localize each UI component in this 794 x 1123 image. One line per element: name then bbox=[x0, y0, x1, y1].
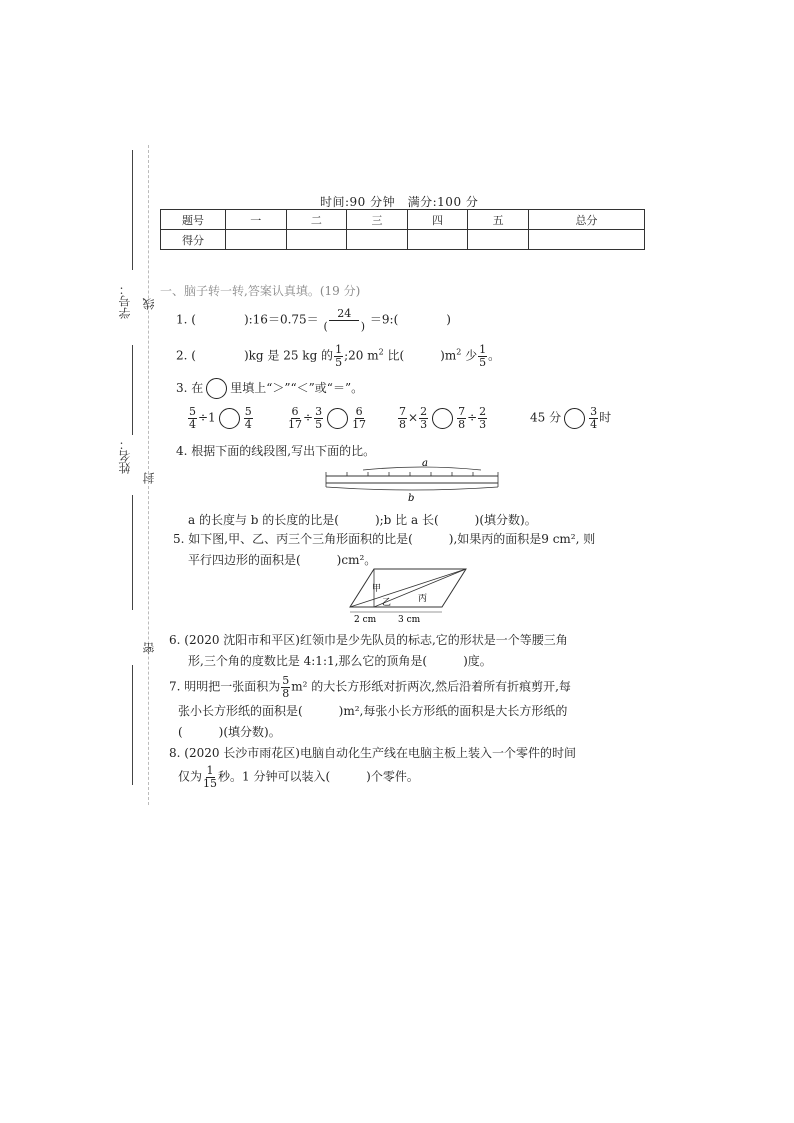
table-row bbox=[161, 210, 645, 230]
denominator: 4 bbox=[590, 417, 598, 431]
denominator: 4 bbox=[244, 417, 252, 431]
question-text: 1. ( ):16＝0.75＝ bbox=[176, 312, 319, 327]
table-cell: 二 bbox=[286, 210, 347, 230]
fraction bbox=[334, 344, 343, 368]
numerator: 24 bbox=[329, 308, 359, 321]
question-8-line-1: 8. (2020 长沙市雨花区)电脑自动化生产线在电脑主板上装入一个零件的时间 bbox=[169, 746, 576, 760]
brace-b bbox=[326, 487, 498, 490]
numerator: 2 bbox=[420, 405, 428, 418]
fraction bbox=[398, 406, 407, 430]
denominator: 3 bbox=[420, 417, 428, 431]
denominator: 5 bbox=[479, 355, 487, 369]
question-8-line-2 bbox=[178, 765, 419, 789]
compare-item-4 bbox=[530, 406, 611, 430]
question-5-line-1: 5. 如下图,甲、乙、丙三个三角形面积的比是( ),如果丙的面积是9 cm², 则 bbox=[173, 532, 596, 546]
binding-label-secret: 密 bbox=[142, 642, 156, 654]
circle-blank bbox=[206, 378, 227, 399]
denominator: 5 bbox=[315, 417, 323, 431]
fraction bbox=[478, 344, 487, 368]
compare-item-2 bbox=[287, 406, 367, 430]
fraction bbox=[478, 406, 487, 430]
fraction bbox=[314, 406, 323, 430]
score-input-cell[interactable] bbox=[286, 230, 347, 250]
fraction bbox=[589, 406, 598, 430]
score-input-cell[interactable] bbox=[226, 230, 287, 250]
denominator: 5 bbox=[335, 355, 343, 369]
numerator: 1 bbox=[206, 764, 214, 777]
numerator: 5 bbox=[244, 405, 252, 418]
table-row bbox=[161, 230, 645, 250]
question-text: 时 bbox=[599, 410, 612, 425]
denominator: 8 bbox=[399, 417, 406, 431]
compare-item-3 bbox=[397, 406, 488, 430]
question-4-answer: a 的长度与 b 的长度的比是( );b 比 a 长( )(填分数)。 bbox=[188, 513, 537, 527]
operator: × bbox=[408, 410, 419, 425]
fraction bbox=[244, 406, 253, 430]
binding-label-student-id: 学号： bbox=[118, 283, 132, 319]
region-label-jia: 甲 bbox=[372, 584, 382, 594]
denominator: 17 bbox=[288, 417, 302, 431]
question-2 bbox=[176, 344, 500, 368]
operator: ÷ bbox=[303, 410, 314, 425]
section-title: 一、脑子转一转,答案认真填。(19 分) bbox=[160, 284, 361, 298]
question-text: 3. 在 bbox=[176, 381, 204, 395]
question-text: 仅为 bbox=[178, 769, 203, 784]
question-text: 里填上“＞”“＜”或“＝”。 bbox=[230, 381, 364, 395]
denominator: ( ) bbox=[323, 319, 366, 333]
question-text: 45 分 bbox=[530, 410, 562, 425]
question-text: 比( )m bbox=[383, 348, 457, 363]
numerator: 6 bbox=[291, 405, 299, 418]
table-cell: 总分 bbox=[528, 210, 644, 230]
table-cell: 一 bbox=[226, 210, 287, 230]
numerator: 3 bbox=[590, 405, 598, 418]
numerator: 1 bbox=[335, 343, 343, 356]
operator: ÷ bbox=[467, 410, 478, 425]
table-cell: 四 bbox=[407, 210, 468, 230]
numerator: 6 bbox=[355, 405, 363, 418]
binding-rule bbox=[132, 345, 133, 435]
numerator: 2 bbox=[479, 405, 487, 418]
question-text: 。 bbox=[488, 348, 501, 363]
numerator: 5 bbox=[282, 674, 290, 687]
compare-circle[interactable] bbox=[327, 408, 348, 429]
dimension-label-2cm: 2 cm bbox=[354, 615, 377, 625]
denominator: 8 bbox=[458, 417, 466, 431]
question-7-line-1 bbox=[169, 675, 571, 699]
fraction bbox=[188, 406, 197, 430]
question-text: m² 的大长方形纸对折两次,然后沿着所有折痕剪开,每 bbox=[291, 679, 571, 694]
fraction bbox=[288, 406, 302, 430]
binding-label-seal: 封 bbox=[142, 472, 156, 484]
question-1 bbox=[176, 308, 451, 332]
superscript: 2 bbox=[378, 347, 384, 357]
score-input-cell[interactable] bbox=[407, 230, 468, 250]
score-input-cell[interactable] bbox=[528, 230, 644, 250]
fraction bbox=[457, 406, 466, 430]
question-4: 4. 根据下面的线段图,写出下面的比。 bbox=[176, 444, 376, 458]
region-label-yi: 乙 bbox=[382, 598, 392, 608]
compare-circle[interactable] bbox=[564, 408, 585, 429]
denominator: 3 bbox=[479, 417, 487, 431]
question-text: 少 bbox=[461, 348, 478, 363]
numerator: 7 bbox=[458, 405, 466, 418]
compare-item-1 bbox=[187, 406, 254, 430]
operator: ÷1 bbox=[198, 410, 216, 425]
numerator: 1 bbox=[479, 343, 487, 356]
question-text: 7. 明明把一张面积为 bbox=[169, 679, 281, 694]
question-5-line-2: 平行四边形的面积是( )cm²。 bbox=[188, 553, 377, 567]
denominator: 8 bbox=[282, 686, 290, 700]
question-6-line-1: 6. (2020 沈阳市和平区)红领巾是少先队员的标志,它的形状是一个等腰三角 bbox=[169, 633, 568, 647]
score-input-cell[interactable] bbox=[347, 230, 408, 250]
score-input-cell[interactable] bbox=[468, 230, 529, 250]
parallelogram-figure bbox=[346, 565, 476, 625]
fraction bbox=[352, 406, 366, 430]
segment-label-b: b bbox=[408, 493, 415, 502]
table-cell: 得分 bbox=[161, 230, 226, 250]
region-label-bing: 丙 bbox=[418, 594, 428, 604]
binding-rule bbox=[132, 665, 133, 785]
superscript: 2 bbox=[456, 347, 462, 357]
question-text: 2. ( )kg 是 25 kg 的 bbox=[176, 348, 334, 363]
question-7-line-3: ( )(填分数)。 bbox=[178, 725, 281, 739]
denominator: 17 bbox=[352, 417, 367, 431]
question-text: ＝9:( ) bbox=[369, 312, 451, 327]
binding-rule bbox=[132, 495, 133, 610]
line-segment-diagram bbox=[318, 456, 508, 502]
fraction bbox=[203, 765, 217, 789]
question-3 bbox=[176, 378, 363, 399]
compare-circle[interactable] bbox=[219, 408, 240, 429]
denominator: 15 bbox=[203, 776, 218, 790]
segment-label-a: a bbox=[422, 458, 428, 469]
binding-rule bbox=[132, 150, 133, 270]
question-6-line-2: 形,三个角的度数比是 4:1:1,那么它的顶角是( )度。 bbox=[188, 654, 492, 668]
score-table bbox=[160, 209, 645, 250]
denominator: 4 bbox=[189, 417, 196, 431]
numerator: 3 bbox=[315, 405, 323, 418]
table-cell: 五 bbox=[468, 210, 529, 230]
question-text: ;20 m bbox=[344, 348, 379, 363]
table-cell: 三 bbox=[347, 210, 408, 230]
exam-time-score: 时间:90 分钟 满分:100 分 bbox=[320, 195, 479, 209]
diagonal-line bbox=[350, 569, 466, 607]
table-cell: 题号 bbox=[161, 210, 226, 230]
fraction bbox=[419, 406, 428, 430]
compare-circle[interactable] bbox=[432, 408, 453, 429]
fraction bbox=[281, 675, 290, 699]
fraction bbox=[324, 308, 366, 332]
question-text: 秒。1 分钟可以装入( )个零件。 bbox=[218, 769, 419, 784]
binding-label-line: 线 bbox=[142, 298, 156, 310]
binding-label-name: 姓名： bbox=[118, 438, 132, 474]
dimension-label-3cm: 3 cm bbox=[398, 615, 421, 625]
numerator: 7 bbox=[399, 405, 406, 418]
numerator: 5 bbox=[189, 405, 196, 418]
question-7-line-2: 张小长方形纸的面积是( )m²,每张小长方形纸的面积是大长方形纸的 bbox=[178, 704, 568, 718]
